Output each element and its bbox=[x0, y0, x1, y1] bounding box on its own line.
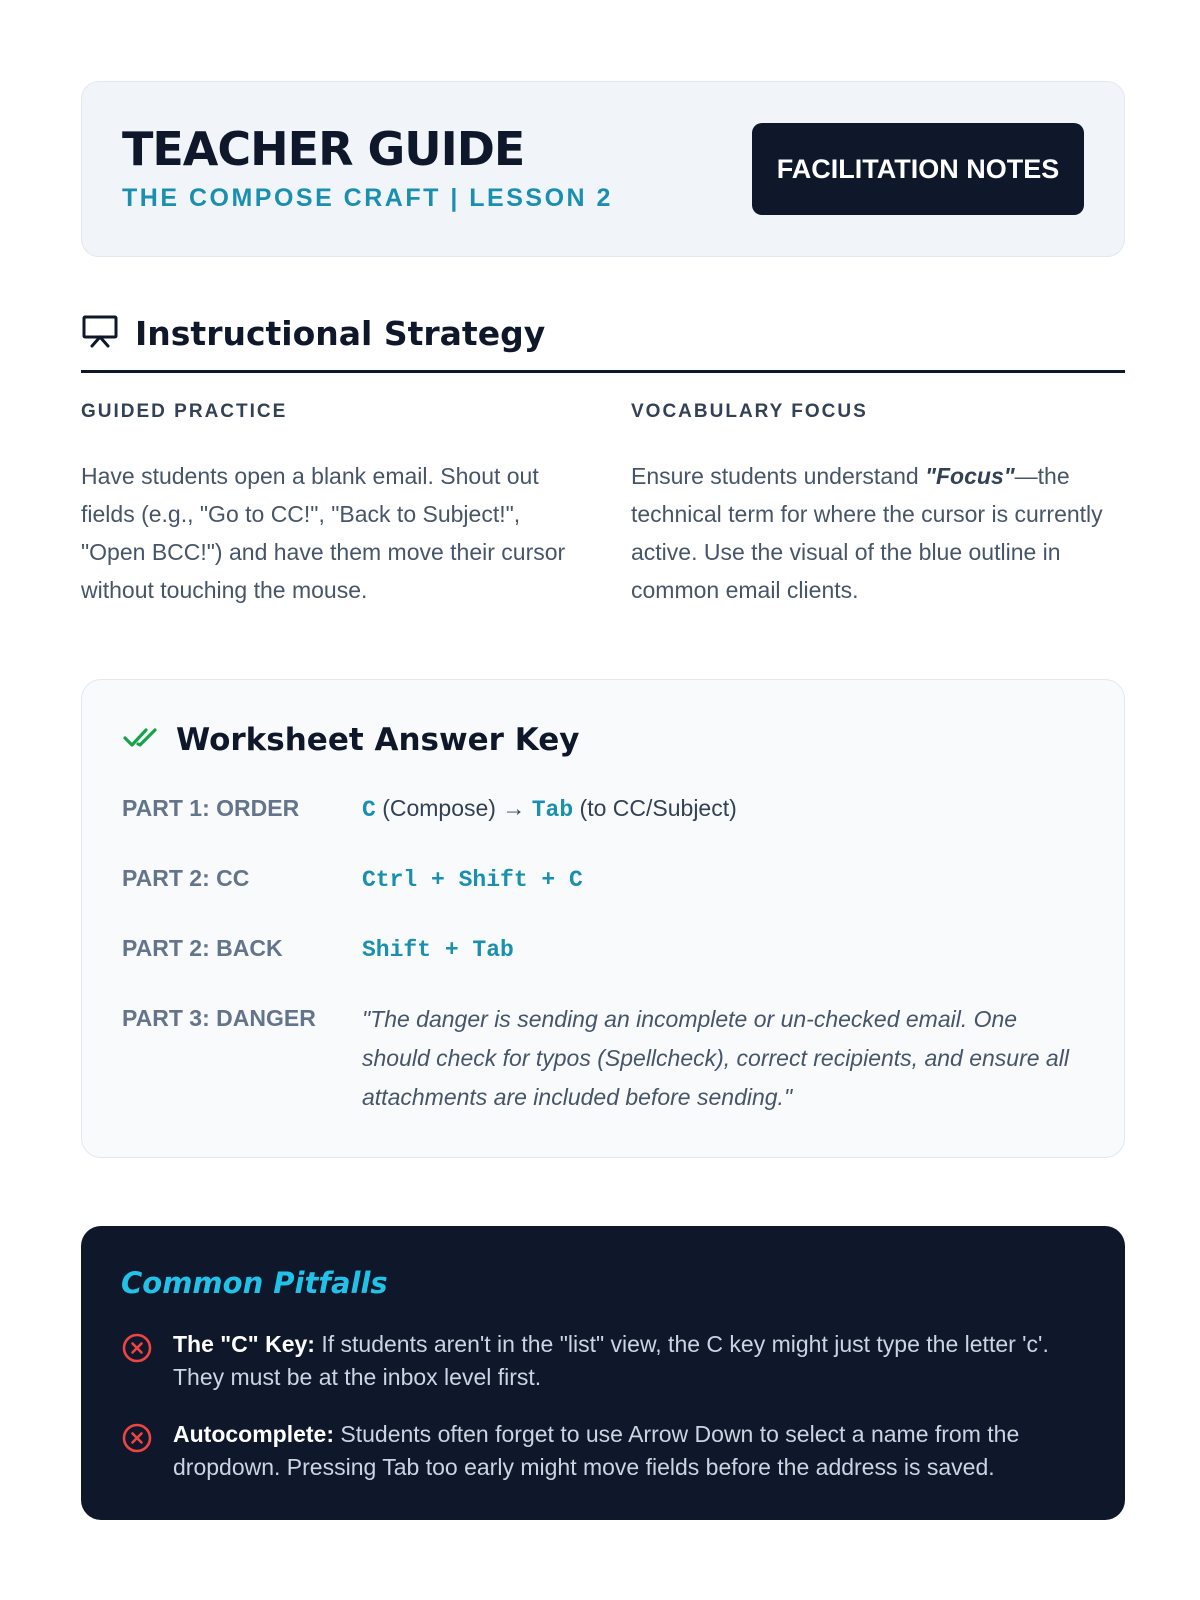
answer-value bbox=[362, 860, 583, 898]
answer-key-title: Worksheet Answer Key bbox=[176, 722, 580, 758]
facilitation-notes-button[interactable]: FACILITATION NOTES bbox=[752, 123, 1084, 215]
key-code: Ctrl + Shift + C bbox=[362, 867, 583, 893]
answer-row bbox=[122, 930, 1084, 968]
header-card bbox=[81, 81, 1125, 257]
pitfall-item bbox=[121, 1418, 1085, 1484]
key-code: Tab bbox=[531, 797, 574, 823]
key-code: C bbox=[362, 797, 376, 823]
answer-text: (to CC/Subject) bbox=[573, 795, 737, 821]
key-code: Shift + Tab bbox=[362, 937, 514, 963]
answer-label: PART 2: BACK bbox=[122, 935, 283, 961]
double-check-icon bbox=[122, 725, 162, 756]
answer-row bbox=[122, 860, 1084, 898]
vocabulary-focus-column bbox=[631, 401, 1125, 609]
pitfall-text bbox=[173, 1418, 1085, 1484]
teacher-guide-page bbox=[81, 81, 1125, 1520]
answer-key-card bbox=[81, 679, 1125, 1158]
answer-row bbox=[122, 1000, 1084, 1117]
vocabulary-text-after: —the technical term for where the cursor is currently active. Use the visual of the blue outline in common email clients. bbox=[631, 463, 1103, 603]
x-circle-icon bbox=[121, 1332, 153, 1364]
instructional-strategy-title: Instructional Strategy bbox=[135, 314, 546, 353]
answer-key-header bbox=[122, 722, 1084, 758]
answer-value bbox=[362, 930, 514, 968]
strategy-columns bbox=[81, 401, 1125, 609]
pitfall-item bbox=[121, 1328, 1085, 1394]
common-pitfalls-card bbox=[81, 1226, 1125, 1520]
guided-practice-column bbox=[81, 401, 575, 609]
common-pitfalls-title: Common Pitfalls bbox=[121, 1266, 388, 1300]
answer-label: PART 3: DANGER bbox=[122, 1005, 316, 1031]
answer-label: PART 2: CC bbox=[122, 865, 250, 891]
answer-quote: "The danger is sending an incomplete or un-checked email. One should check for typos (Spellcheck), correct recipients, and ensure all attachments are included before sending." bbox=[362, 1006, 1069, 1110]
x-circle-icon bbox=[121, 1422, 153, 1454]
vocabulary-focus-label: VOCABULARY FOCUS bbox=[631, 401, 868, 422]
instructional-strategy-header bbox=[81, 313, 1125, 373]
answer-row bbox=[122, 790, 1084, 828]
page-subtitle: THE COMPOSE CRAFT | LESSON 2 bbox=[122, 183, 613, 212]
pitfall-description: Students often forget to use Arrow Down to select a name from the dropdown. Pressing Tab too early might move fields before the address is saved. bbox=[173, 1421, 1020, 1480]
vocabulary-text-before: Ensure students understand bbox=[631, 463, 926, 489]
pitfall-text bbox=[173, 1328, 1085, 1394]
guided-practice-label: GUIDED PRACTICE bbox=[81, 401, 288, 422]
vocabulary-focus-text bbox=[631, 457, 1125, 609]
page-title: TEACHER GUIDE bbox=[122, 121, 525, 176]
answer-value bbox=[362, 790, 737, 828]
answer-label: PART 1: ORDER bbox=[122, 795, 300, 821]
pitfall-description: If students aren't in the "list" view, the C key might just type the letter 'c'. They must be at the inbox level first. bbox=[173, 1331, 1049, 1390]
guided-practice-text: Have students open a blank email. Shout out fields (e.g., "Go to CC!", "Back to Subject!", "Open BCC!") and have them move their cursor without touching the mouse. bbox=[81, 463, 566, 603]
answer-text: (Compose) → bbox=[375, 795, 532, 821]
presentation-board-icon bbox=[81, 313, 119, 354]
pitfall-title: The "C" Key: bbox=[173, 1331, 315, 1357]
focus-term: "Focus" bbox=[925, 463, 1015, 489]
header-titles bbox=[122, 121, 613, 213]
pitfall-title: Autocomplete: bbox=[173, 1421, 334, 1447]
